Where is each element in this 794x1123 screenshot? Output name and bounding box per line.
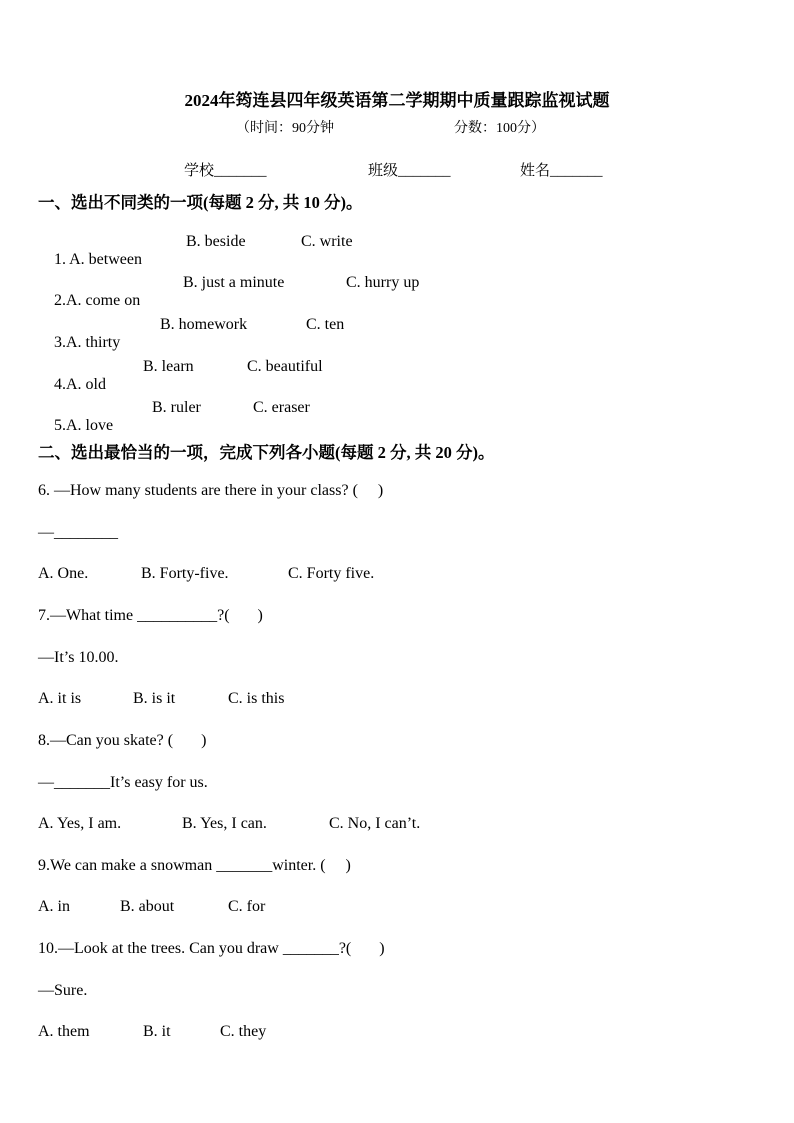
q2-option-b: B. just a minute	[183, 274, 285, 291]
q8-option-b: B. Yes, I can.	[182, 815, 267, 832]
q10-option-c: C. they	[220, 1023, 267, 1040]
q9-option-b: B. about	[120, 898, 175, 915]
q6-option-b: B. Forty-five.	[141, 565, 229, 582]
q4-option-b: B. learn	[143, 358, 194, 375]
q3-option-a: A. thirty	[66, 334, 121, 351]
school-field: 学校_______	[184, 163, 267, 179]
q3-number: 3.	[54, 334, 66, 351]
q9-option-c: C. for	[228, 898, 266, 915]
q2-number: 2.	[54, 292, 66, 309]
q4-option-c: C. beautiful	[247, 358, 323, 375]
class-field: 班级_______	[368, 163, 451, 179]
q10-reply: —Sure.	[38, 982, 88, 999]
q4-option-a: A. old	[66, 376, 106, 393]
exam-score: 分数：100分）	[454, 121, 545, 136]
q2-option-c: C. hurry up	[346, 274, 420, 291]
q7-reply: —It’s 10.00.	[38, 649, 119, 666]
q1-number: 1.	[54, 251, 70, 268]
q4-number: 4.	[54, 376, 66, 393]
q7-question: 7.—What time __________?( )	[38, 607, 263, 624]
q5-option-c: C. eraser	[253, 399, 310, 416]
q10-option-a: A. them	[38, 1023, 90, 1040]
section1-heading: 一、选出不同类的一项(每题 2 分, 共 10 分)。	[38, 193, 363, 212]
q8-reply: —_______It’s easy for us.	[38, 774, 208, 791]
q5-option-a: A. love	[66, 417, 114, 434]
q7-option-b: B. is it	[133, 690, 176, 707]
q1-option-b: B. beside	[186, 233, 246, 250]
section2-heading: 二、选出最恰当的一项，完成下列各小题(每题 2 分, 共 20 分)。	[38, 443, 495, 462]
q5-number: 5.	[54, 417, 66, 434]
q3-option-b: B. homework	[160, 316, 248, 333]
q8-question: 8.—Can you skate? ( )	[38, 732, 207, 749]
q8-option-c: C. No, I can’t.	[329, 815, 421, 832]
exam-time: （时间：90分钟	[236, 121, 334, 136]
q6-option-c: C. Forty five.	[288, 565, 375, 582]
q6-reply: —________	[38, 524, 118, 541]
q10-question: 10.—Look at the trees. Can you draw _______?( )	[38, 940, 385, 957]
page-title: 2024年筠连县四年级英语第二学期期中质量跟踪监视试题	[184, 91, 610, 110]
q9-question: 9.We can make a snowman _______winter. ( )	[38, 857, 351, 874]
q1-option-a: A. between	[69, 251, 142, 268]
q3-option-c: C. ten	[306, 316, 345, 333]
name-field: 姓名_______	[520, 163, 603, 179]
q9-option-a: A. in	[38, 898, 70, 915]
q10-option-b: B. it	[143, 1023, 171, 1040]
q6-question: 6. —How many students are there in your class? ( )	[38, 482, 384, 499]
q7-option-c: C. is this	[228, 690, 285, 707]
q1-option-c: C. write	[301, 233, 353, 250]
q6-option-a: A. One.	[38, 565, 89, 582]
q7-option-a: A. it is	[38, 690, 82, 707]
q5-option-b: B. ruler	[152, 399, 201, 416]
q2-option-a: A. come on	[66, 292, 141, 309]
q8-option-a: A. Yes, I am.	[38, 815, 122, 832]
